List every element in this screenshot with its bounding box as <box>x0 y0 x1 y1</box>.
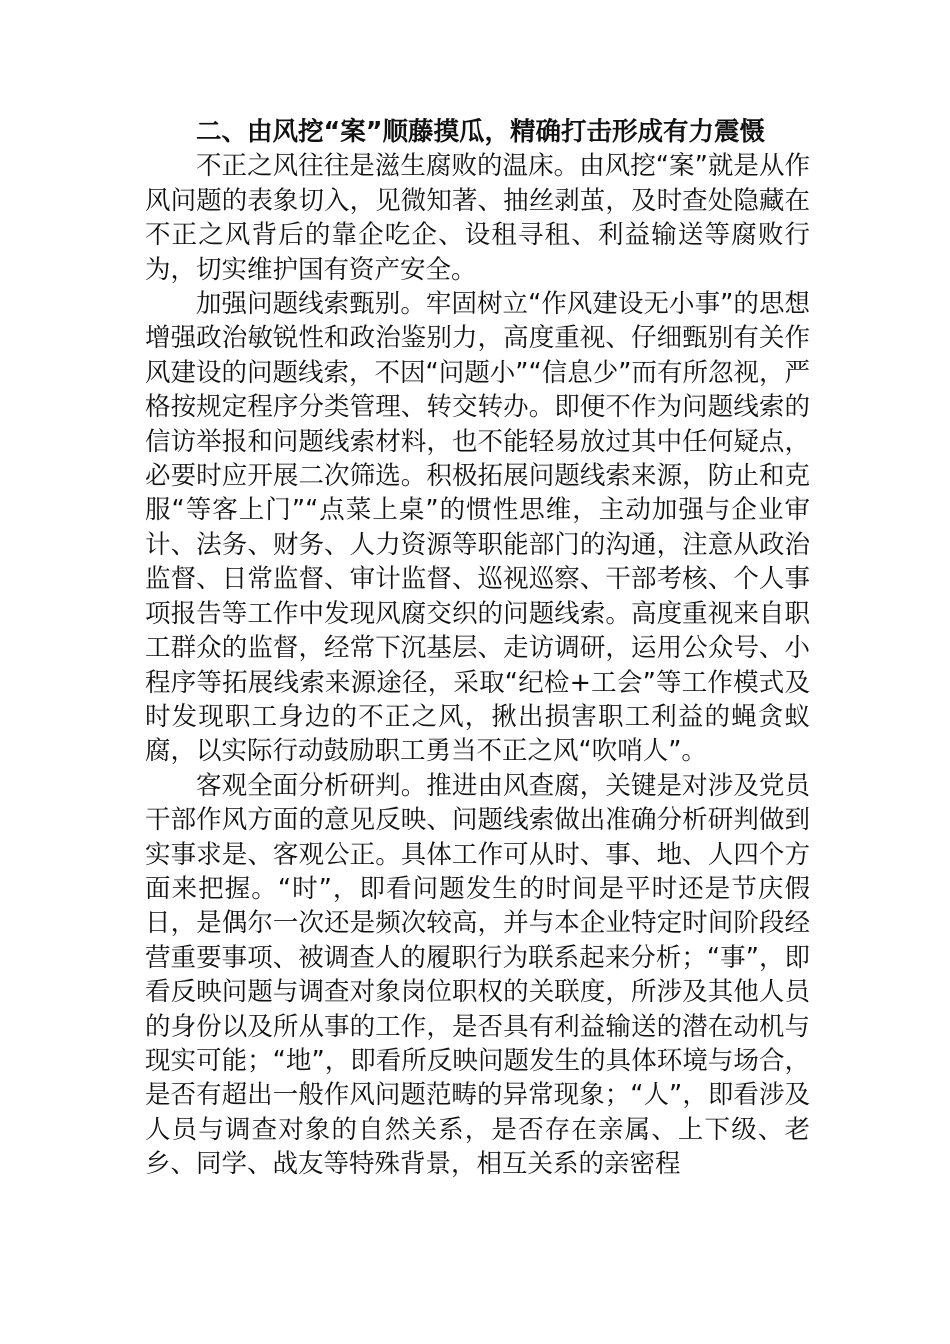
document-body <box>145 115 810 1182</box>
paragraph-analysis: 客观全面分析研判。推进由风查腐，关键是对涉及党员干部作风方面的意见反映、问题线索做出准确分析研判做到实事求是、客观公正。具体工作可从时、事、地、人四个方面来把握。“时”，即看问题发生的时间是平时还是节庆假日，是偶尔一次还是频次较高，并与本企业特定时间阶段经营重要事项、被调查人的履职行为联系起来分析；“事”，即看反映问题与调查对象岗位职权的关联度，所涉及其他人员的身份以及所从事的工作，是否具有利益输送的潜在动机与现实可能；“地”，即看所反映问题发生的具体环境与场合，是否有超出一般作风问题范畴的异常现象；“人”，即看涉及人员与调查对象的自然关系，是否存在亲属、上下级、老乡、同学、战友等特殊背景，相互关系的亲密程 <box>145 770 810 1180</box>
paragraph-intro: 不正之风往往是滋生腐败的温床。由风挖“案”就是从作风问题的表象切入，见微知著、抽丝剥茧，及时查处隐藏在不正之风背后的靠企吃企、设租寻租、利益输送等腐败行为，切实维护国有资产安全。 <box>145 151 810 285</box>
paragraph-clue-screening: 加强问题线索甄别。牢固树立“作风建设无小事”的思想增强政治敏锐性和政治鉴别力，高度重视、仔细甄别有关作风建设的问题线索，不因“问题小”“信息少”而有所忽视，严格按规定程序分类管理、转交转办。即便不作为问题线索的信访举报和问题线索材料，也不能轻易放过其中任何疑点，必要时应开展二次筛选。积极拓展问题线索来源，防止和克服“等客上门”“点菜上桌”的惯性思维，主动加强与企业审计、法务、财务、人力资源等职能部门的沟通，注意从政治监督、日常监督、审计监督、巡视巡察、干部考核、个人事项报告等工作中发现风腐交织的问题线索。高度重视来自职工群众的监督，经常下沉基层、走访调研，运用公众号、小程序等拓展线索来源途径，采取“纪检+工会”等工作模式及时发现职工身边的不正之风，揪出损害职工利益的蝇贪蚁腐，以实际行动鼓励职工勇当不正之风“吹哨人”。 <box>145 289 810 767</box>
section-heading: 二、由风挖“案”顺藤摸瓜，精确打击形成有力震慑 <box>196 117 766 147</box>
